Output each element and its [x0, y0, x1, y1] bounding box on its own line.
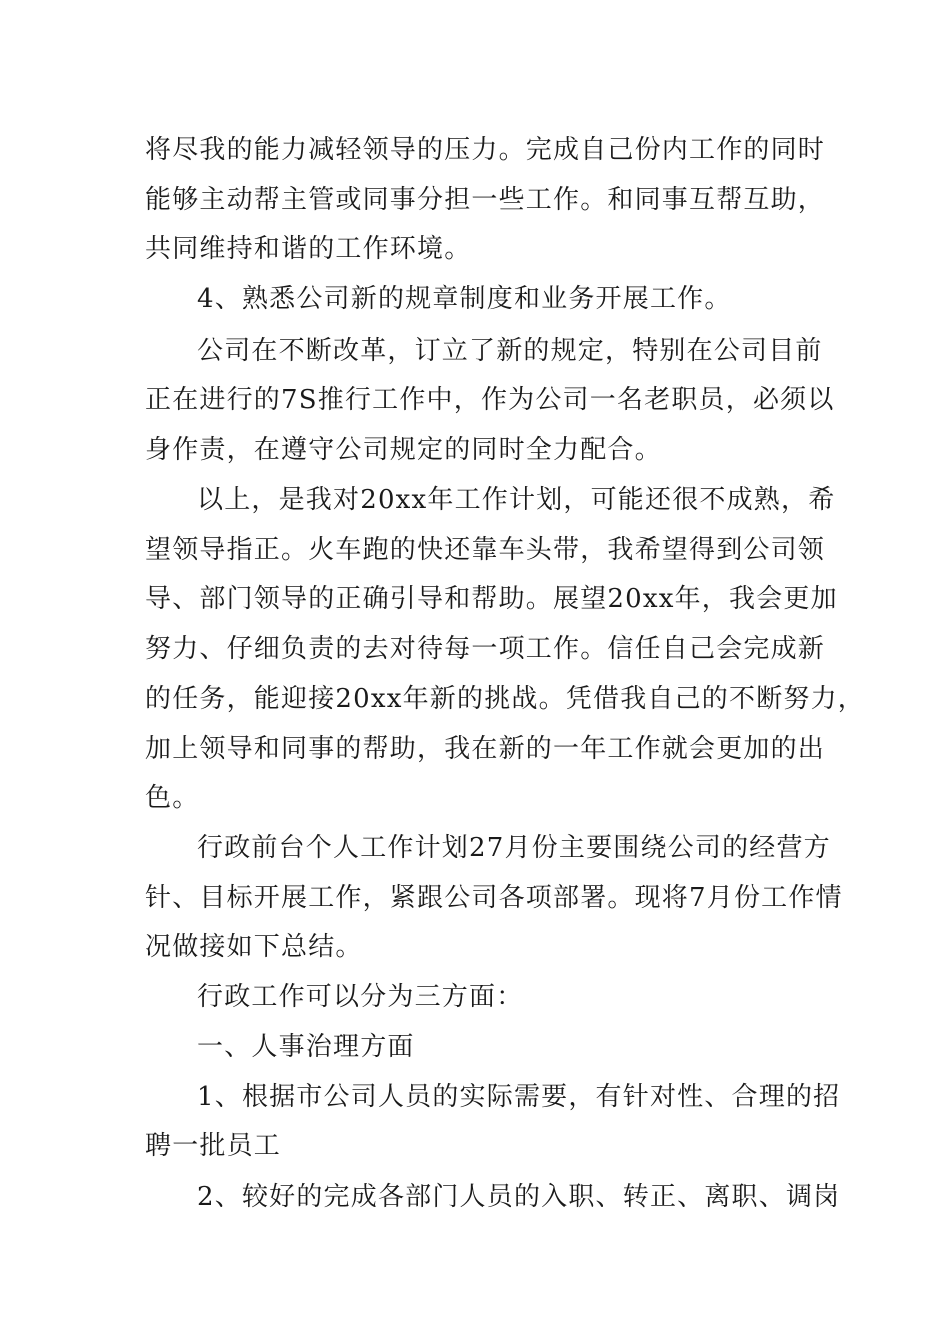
text-line: 针、目标开展工作，紧跟公司各项部署。现将7月份工作情 — [145, 883, 843, 913]
text-line: 加上领导和同事的帮助，我在新的一年工作就会更加的出 — [145, 734, 826, 764]
text-line: 色。 — [145, 783, 200, 813]
text-line: 正在进行的7S推行工作中，作为公司一名老职员，必须以 — [145, 385, 835, 415]
text-line: 共同维持和谐的工作环境。 — [145, 234, 472, 264]
text-line: 况做接如下总结。 — [145, 932, 363, 962]
section-heading: 一、人事治理方面 — [197, 1032, 415, 1062]
text-line: 身作责，在遵守公司规定的同时全力配合。 — [145, 435, 662, 465]
text-line: 1、根据市公司人员的实际需要，有针对性、合理的招 — [197, 1082, 841, 1112]
text-line: 2、较好的完成各部门人员的入职、转正、离职、调岗 — [197, 1182, 841, 1212]
text-line: 努力、仔细负责的去对待每一项工作。信任自己会完成新 — [145, 634, 826, 664]
text-line: 聘一批员工 — [145, 1131, 282, 1161]
text-line: 公司在不断改革，订立了新的规定，特别在公司目前 — [197, 336, 823, 366]
text-line: 望领导指正。火车跑的快还靠车头带，我希望得到公司领 — [145, 535, 826, 565]
text-line: 导、部门领导的正确引导和帮助。展望20xx年，我会更加 — [145, 584, 838, 614]
text-line: 的任务，能迎接20xx年新的挑战。凭借我自己的不断努力， — [145, 684, 866, 714]
text-line: 行政前台个人工作计划27月份主要围绕公司的经营方 — [197, 833, 831, 863]
text-line: 能够主动帮主管或同事分担一些工作。和同事互帮互助， — [145, 185, 826, 215]
text-line: 将尽我的能力减轻领导的压力。完成自己份内工作的同时 — [145, 135, 826, 165]
text-line: 以上，是我对20xx年工作计划，可能还很不成熟，希 — [197, 485, 836, 515]
text-line: 行政工作可以分为三方面： — [197, 982, 524, 1012]
section-heading: 4、熟悉公司新的规章制度和业务开展工作。 — [197, 284, 732, 314]
